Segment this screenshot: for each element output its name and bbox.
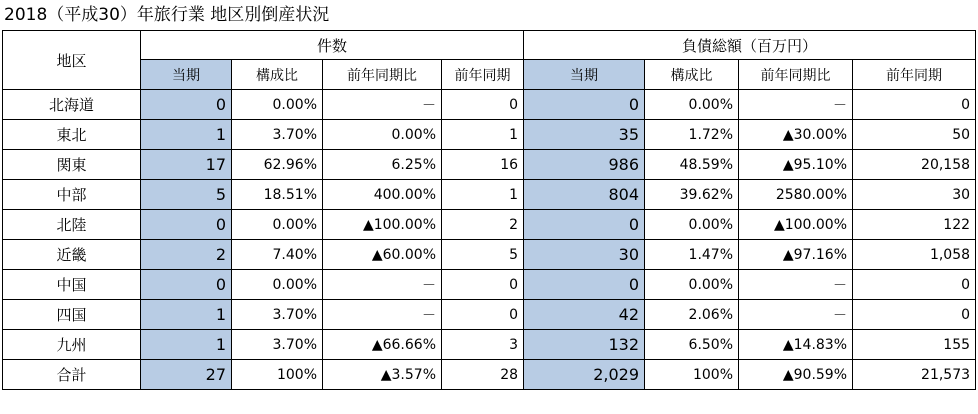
header-region: 地区 — [3, 31, 141, 90]
cell-count-yoy: － — [323, 270, 442, 300]
cell-debt-yoy: ▲97.16% — [739, 240, 853, 270]
table-row — [3, 90, 976, 120]
cell-count-prev: 5 — [442, 240, 524, 270]
cell-count-share: 0.00% — [232, 270, 323, 300]
cell-debt-share: 2.06% — [645, 300, 739, 330]
cell-count-prev: 28 — [442, 360, 524, 390]
cell-count-current: 0 — [141, 270, 232, 300]
table-row — [3, 210, 976, 240]
cell-count-share: 62.96% — [232, 150, 323, 180]
cell-count-current: 17 — [141, 150, 232, 180]
cell-region: 中部 — [3, 180, 141, 210]
cell-debt-yoy: － — [739, 300, 853, 330]
cell-debt-share: 1.47% — [645, 240, 739, 270]
cell-count-current: 0 — [141, 90, 232, 120]
table-row — [3, 180, 976, 210]
cell-debt-yoy: ▲30.00% — [739, 120, 853, 150]
cell-debt-yoy: ▲90.59% — [739, 360, 853, 390]
cell-debt-yoy: ▲95.10% — [739, 150, 853, 180]
cell-count-share: 18.51% — [232, 180, 323, 210]
cell-debt-prev: 30 — [853, 180, 976, 210]
cell-count-current: 0 — [141, 210, 232, 240]
cell-debt-share: 1.72% — [645, 120, 739, 150]
cell-count-current: 27 — [141, 360, 232, 390]
cell-debt-prev: 155 — [853, 330, 976, 360]
cell-count-current: 1 — [141, 120, 232, 150]
table-row — [3, 120, 976, 150]
cell-count-yoy: 0.00% — [323, 120, 442, 150]
cell-count-prev: 3 — [442, 330, 524, 360]
header-debt-prev: 前年同期 — [853, 60, 976, 90]
cell-region: 関東 — [3, 150, 141, 180]
bankruptcy-table — [2, 30, 976, 390]
cell-count-yoy: ▲66.66% — [323, 330, 442, 360]
cell-debt-yoy: ▲14.83% — [739, 330, 853, 360]
table-row — [3, 240, 976, 270]
header-count-current: 当期 — [141, 60, 232, 90]
cell-count-share: 3.70% — [232, 300, 323, 330]
cell-debt-share: 0.00% — [645, 90, 739, 120]
cell-count-yoy: 400.00% — [323, 180, 442, 210]
cell-debt-yoy: 2580.00% — [739, 180, 853, 210]
cell-debt-prev: 122 — [853, 210, 976, 240]
table-row — [3, 270, 976, 300]
cell-count-share: 0.00% — [232, 210, 323, 240]
cell-count-prev: 1 — [442, 120, 524, 150]
cell-debt-share: 100% — [645, 360, 739, 390]
header-count-yoy: 前年同期比 — [323, 60, 442, 90]
header-count-share: 構成比 — [232, 60, 323, 90]
cell-debt-yoy: ▲100.00% — [739, 210, 853, 240]
cell-debt-prev: 0 — [853, 270, 976, 300]
cell-count-prev: 0 — [442, 270, 524, 300]
header-debt-group: 負債総額（百万円） — [524, 31, 976, 60]
cell-debt-prev: 50 — [853, 120, 976, 150]
cell-debt-prev: 21,573 — [853, 360, 976, 390]
cell-count-current: 1 — [141, 300, 232, 330]
header-count-prev: 前年同期 — [442, 60, 524, 90]
cell-count-yoy: － — [323, 300, 442, 330]
cell-debt-prev: 20,158 — [853, 150, 976, 180]
cell-region: 四国 — [3, 300, 141, 330]
cell-count-yoy: ▲60.00% — [323, 240, 442, 270]
cell-debt-current: 42 — [524, 300, 645, 330]
cell-count-share: 3.70% — [232, 120, 323, 150]
cell-debt-prev: 0 — [853, 90, 976, 120]
cell-count-prev: 2 — [442, 210, 524, 240]
cell-count-prev: 0 — [442, 300, 524, 330]
cell-debt-yoy: － — [739, 90, 853, 120]
cell-count-share: 3.70% — [232, 330, 323, 360]
table-row — [3, 150, 976, 180]
cell-count-yoy: ▲100.00% — [323, 210, 442, 240]
cell-count-prev: 1 — [442, 180, 524, 210]
cell-debt-current: 986 — [524, 150, 645, 180]
cell-region: 合計 — [3, 360, 141, 390]
page-title: 2018（平成30）年旅行業 地区別倒産状況 — [4, 5, 330, 25]
table-row — [3, 330, 976, 360]
table-body — [3, 90, 976, 390]
cell-debt-current: 804 — [524, 180, 645, 210]
table-row — [3, 300, 976, 330]
cell-count-current: 1 — [141, 330, 232, 360]
cell-debt-current: 2,029 — [524, 360, 645, 390]
cell-debt-share: 39.62% — [645, 180, 739, 210]
cell-debt-prev: 0 — [853, 300, 976, 330]
header-debt-current: 当期 — [524, 60, 645, 90]
cell-region: 九州 — [3, 330, 141, 360]
cell-count-current: 2 — [141, 240, 232, 270]
cell-debt-share: 6.50% — [645, 330, 739, 360]
cell-debt-current: 132 — [524, 330, 645, 360]
cell-debt-current: 0 — [524, 210, 645, 240]
cell-debt-share: 0.00% — [645, 270, 739, 300]
cell-count-share: 7.40% — [232, 240, 323, 270]
cell-region: 北海道 — [3, 90, 141, 120]
cell-count-yoy: － — [323, 90, 442, 120]
cell-count-share: 100% — [232, 360, 323, 390]
cell-region: 近畿 — [3, 240, 141, 270]
cell-debt-current: 0 — [524, 270, 645, 300]
header-count-group: 件数 — [141, 31, 524, 60]
cell-debt-current: 35 — [524, 120, 645, 150]
cell-count-yoy: ▲3.57% — [323, 360, 442, 390]
cell-count-prev: 0 — [442, 90, 524, 120]
cell-region: 東北 — [3, 120, 141, 150]
cell-debt-share: 48.59% — [645, 150, 739, 180]
cell-debt-current: 30 — [524, 240, 645, 270]
header-debt-share: 構成比 — [645, 60, 739, 90]
cell-debt-current: 0 — [524, 90, 645, 120]
table-row — [3, 360, 976, 390]
cell-count-yoy: 6.25% — [323, 150, 442, 180]
header-debt-yoy: 前年同期比 — [739, 60, 853, 90]
cell-region: 北陸 — [3, 210, 141, 240]
cell-debt-share: 0.00% — [645, 210, 739, 240]
cell-debt-yoy: － — [739, 270, 853, 300]
cell-count-share: 0.00% — [232, 90, 323, 120]
cell-region: 中国 — [3, 270, 141, 300]
cell-count-prev: 16 — [442, 150, 524, 180]
cell-count-current: 5 — [141, 180, 232, 210]
cell-debt-prev: 1,058 — [853, 240, 976, 270]
